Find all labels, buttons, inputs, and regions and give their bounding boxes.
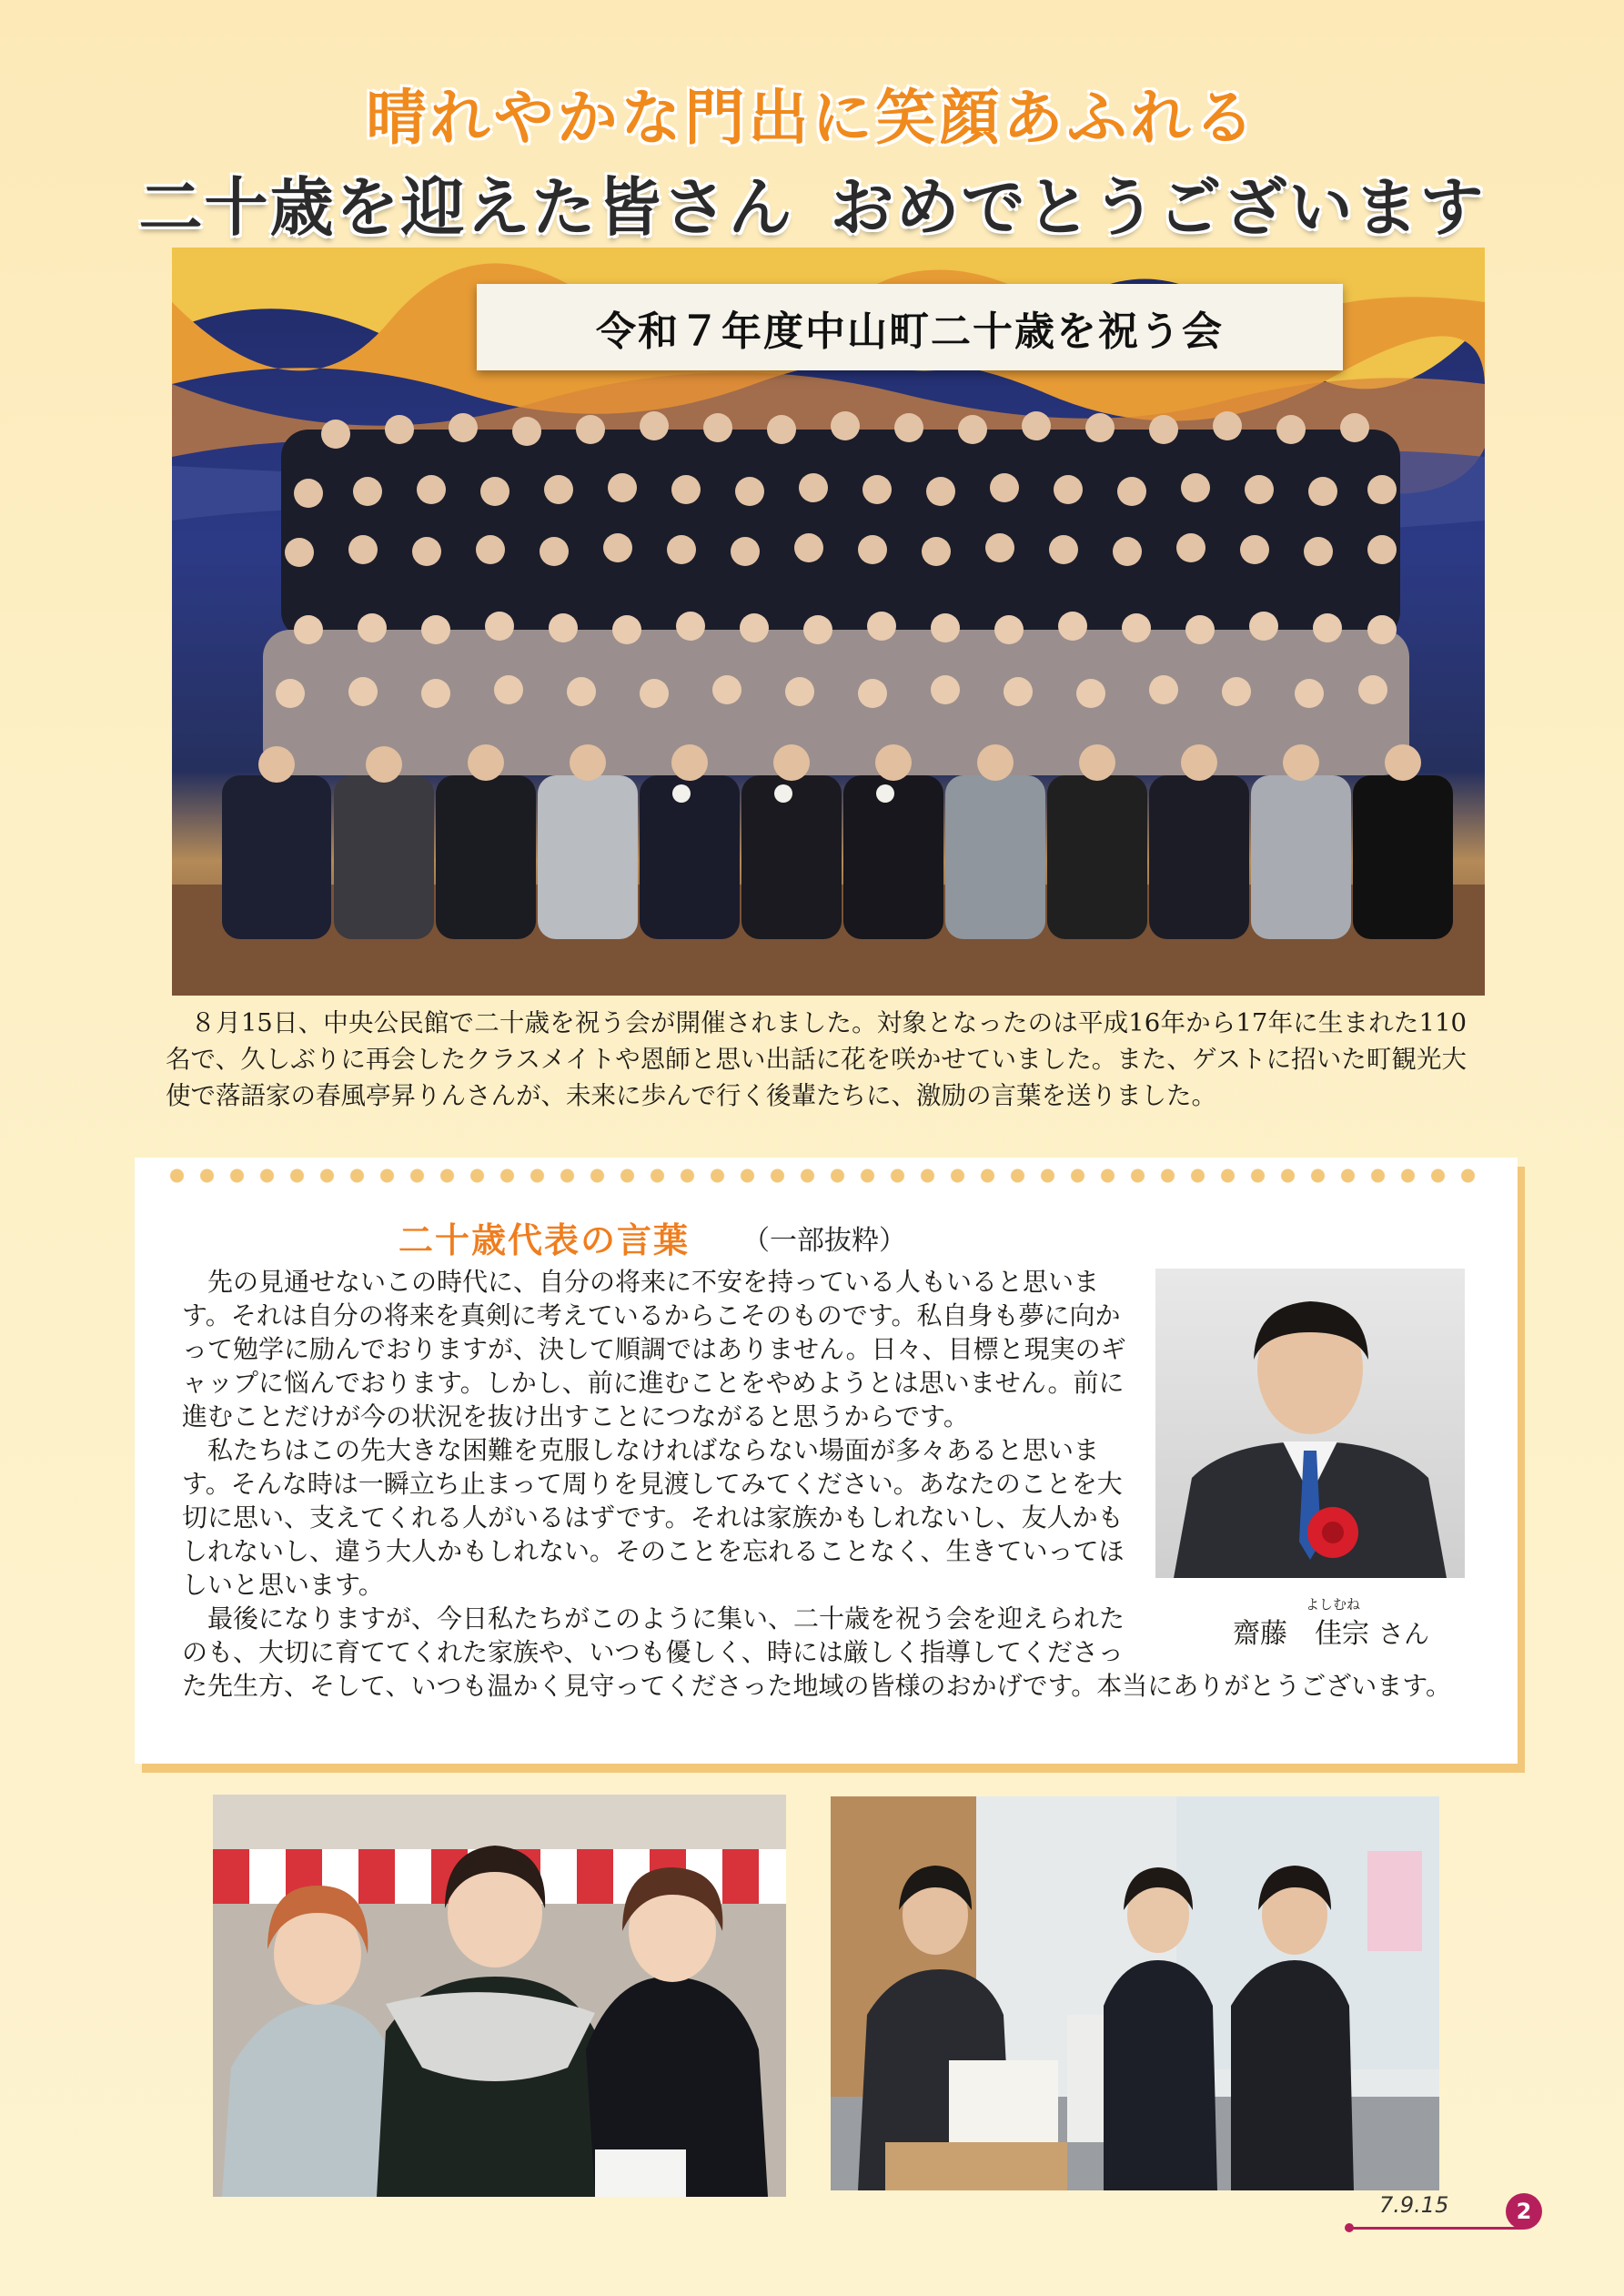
headline-line2-part2: おめでとうございます xyxy=(830,170,1486,245)
headline-line1: 晴れやかな門出に笑顔あふれる xyxy=(366,83,1258,153)
issue-date: 7.9.15 xyxy=(1379,2192,1449,2218)
speaker-name xyxy=(1195,1594,1468,1651)
headline-line2 xyxy=(0,157,1624,248)
card-dot-border xyxy=(162,1167,1490,1185)
headline-line2-part1: 二十歳を迎えた皆さん xyxy=(138,170,794,245)
speaker-figure xyxy=(1155,1269,1465,1578)
photo-caption: ８月15日、中央公民館で二十歳を祝う会が開催されました。対象となったのは平成16年から17年に生まれた110名で、久しぶりに再会したクラスメイトや恩師と思い出話に花を咲かせていました。また、ゲストに招いた町観光大使で落語家の春風亭昇りんさんが、未来に歩んで行く後輩たちに、激励の言葉を送りました。 xyxy=(166,1008,1467,1110)
photo-souvenir-handover xyxy=(831,1796,1439,2190)
event-banner: 令和７年度中山町二十歳を祝う会 xyxy=(477,284,1343,370)
speech-subtitle: （一部抜粋） xyxy=(742,1225,906,1257)
page-number-badge: 2 xyxy=(1506,2193,1542,2230)
speaker-honorific: さん xyxy=(1377,1619,1429,1649)
group-photo xyxy=(172,248,1485,996)
speech-paragraph: 先の見通せないこの時代に、自分の将来に不安を持っている人もいると思います。それは自分の将来を真剣に考えているからこそのものです。私自身も夢に向かって勉学に励んでおりますが、決して順調ではありません。日々、目標と現実のギャップに悩んでおります。しかし、前に進むことをやめようとは思いません。前に進むことだけが今の状況を抜け出すことにつながると思うからです。 xyxy=(182,1267,1126,1431)
crowd-people xyxy=(172,248,1485,996)
photo-three-women-scene xyxy=(213,1795,786,2197)
footer-rule xyxy=(1348,2227,1523,2230)
speech-card xyxy=(135,1158,1518,1764)
speaker-family-name: 齋藤 xyxy=(1232,1618,1287,1650)
speaker-portrait xyxy=(1155,1269,1465,1578)
speech-title: 二十歳代表の言葉 xyxy=(398,1220,691,1260)
photo-three-women xyxy=(213,1795,786,2197)
speech-paragraph: 私たちはこの先大きな困難を克服しなければならない場面が多々あると思います。そんな時は一瞬立ち止まって周りを見渡してみてください。あなたのことを大切に思い、支えてくれる人がいるはずです。それは家族かもしれないし、友人かもしれないし、違う大人かもしれない。そのことを忘れることなく、生きていってほしいと思います。 xyxy=(182,1435,1125,1600)
speech-paragraph: 最後になりますが、今日私たちがこのように集い、二十歳を祝う会を迎えられたのも、大切に育ててくれた家族や、いつも優しく、時には厳しく指導してくださった先生方、そして、いつも温かく見守ってくださった地域の皆様のおかげです。本当にありがとうございます。 xyxy=(182,1603,1451,1701)
speaker-given-name: 佳宗 xyxy=(1314,1618,1369,1650)
photo-souvenir-handover-scene xyxy=(831,1796,1439,2190)
speaker-given-name-ruby: よしむね xyxy=(1306,1596,1361,1613)
